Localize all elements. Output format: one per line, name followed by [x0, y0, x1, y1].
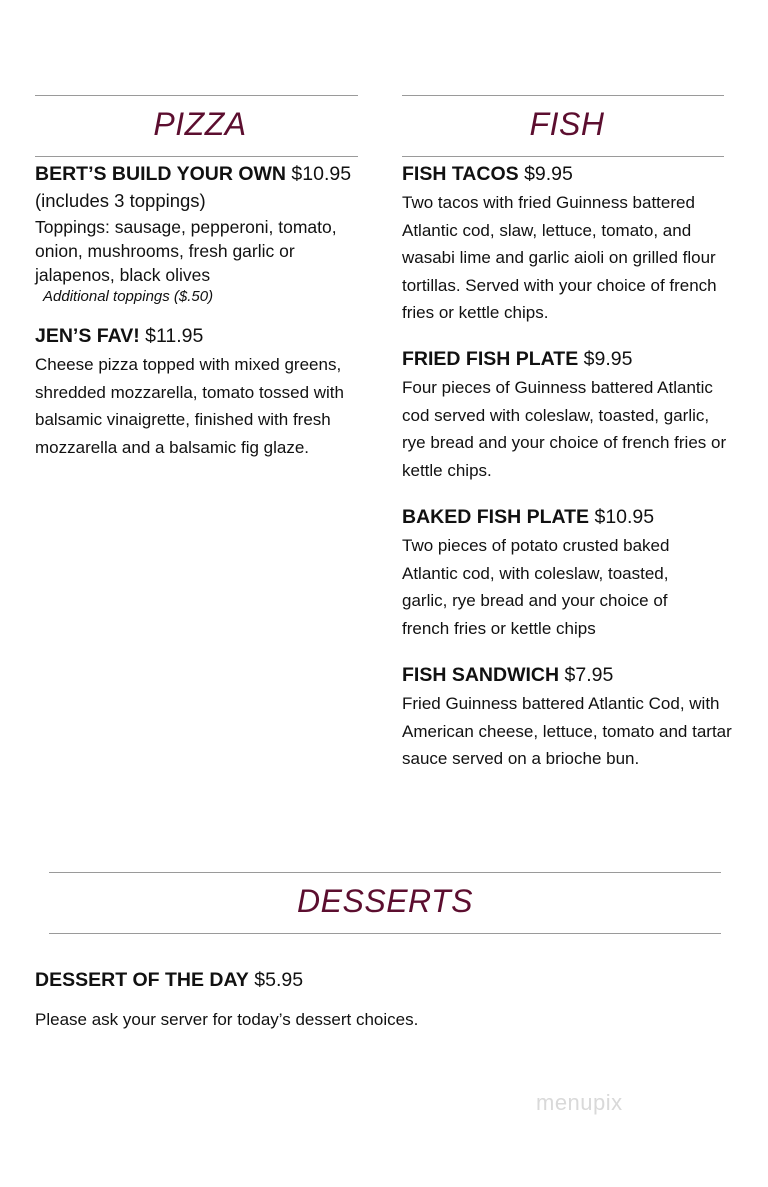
item-name: FRIED FISH PLATE — [402, 348, 579, 370]
menu-item-baked-fish-plate — [402, 504, 707, 642]
item-price: $11.95 — [145, 325, 204, 347]
item-description: Four pieces of Guinness battered Atlantic cod served with coleslaw, toasted, garlic, rye bread and your choice of french fries or kettle chips. — [402, 378, 727, 480]
desserts-top-rule — [49, 872, 721, 873]
menu-item-fish-tacos — [402, 161, 740, 327]
item-price: $9.95 — [583, 348, 633, 370]
menu-item-jens-fav — [35, 323, 367, 461]
menu-item-fish-sandwich — [402, 662, 740, 773]
item-description: Two tacos with fried Guinness battered Atlantic cod, slaw, lettuce, tomato, and wasabi lime and garlic aioli on grilled flour tortillas. Served with your choice of french fries or kettle chips. — [402, 193, 717, 322]
item-price: $9.95 — [524, 163, 573, 185]
desserts-bottom-rule — [49, 933, 721, 934]
pizza-top-rule — [35, 95, 358, 96]
item-name: FISH TACOS — [402, 163, 519, 185]
item-note: Additional toppings ($.50) — [43, 288, 214, 305]
item-name: BERT’S BUILD YOUR OWN — [35, 163, 286, 185]
fish-bottom-rule — [402, 156, 724, 157]
menu-item-berts-build-your-own — [35, 161, 365, 307]
item-name: BAKED FISH PLATE — [402, 506, 590, 528]
item-description: Toppings: sausage, pepperoni, tomato, onion, mushrooms, fresh garlic or jalapenos, black olives — [35, 217, 337, 285]
fish-heading: FISH — [529, 106, 605, 142]
item-price: $10.95 — [594, 506, 655, 528]
fish-top-rule — [402, 95, 724, 96]
item-name: FISH SANDWICH — [402, 664, 560, 686]
desserts-heading: DESSERTS — [297, 883, 473, 919]
item-price: $7.95 — [564, 664, 614, 686]
item-price: $10.95 — [291, 163, 352, 185]
pizza-heading: PIZZA — [153, 106, 247, 142]
item-price: $5.95 — [254, 969, 304, 991]
menu-item-dessert-of-the-day — [35, 967, 715, 1034]
menupix-watermark: menupix — [536, 1090, 623, 1115]
item-name: JEN’S FAV! — [35, 325, 140, 347]
item-description: Cheese pizza topped with mixed greens, shredded mozzarella, tomato tossed with balsamic vinaigrette, finished with fresh mozzarella and a balsamic fig glaze. — [35, 355, 344, 457]
item-description: Please ask your server for today’s dessert choices. — [35, 1010, 419, 1029]
menu-item-fried-fish-plate — [402, 346, 732, 484]
item-name: DESSERT OF THE DAY — [35, 969, 249, 991]
item-description: Two pieces of potato crusted baked Atlantic cod, with coleslaw, toasted, garlic, rye bread and your choice of french fries or kettle chips — [402, 536, 670, 638]
item-subtitle: (includes 3 toppings) — [35, 190, 206, 211]
item-description: Fried Guinness battered Atlantic Cod, with American cheese, lettuce, tomato and tartar sauce served on a brioche bun. — [402, 694, 732, 768]
pizza-bottom-rule — [35, 156, 358, 157]
